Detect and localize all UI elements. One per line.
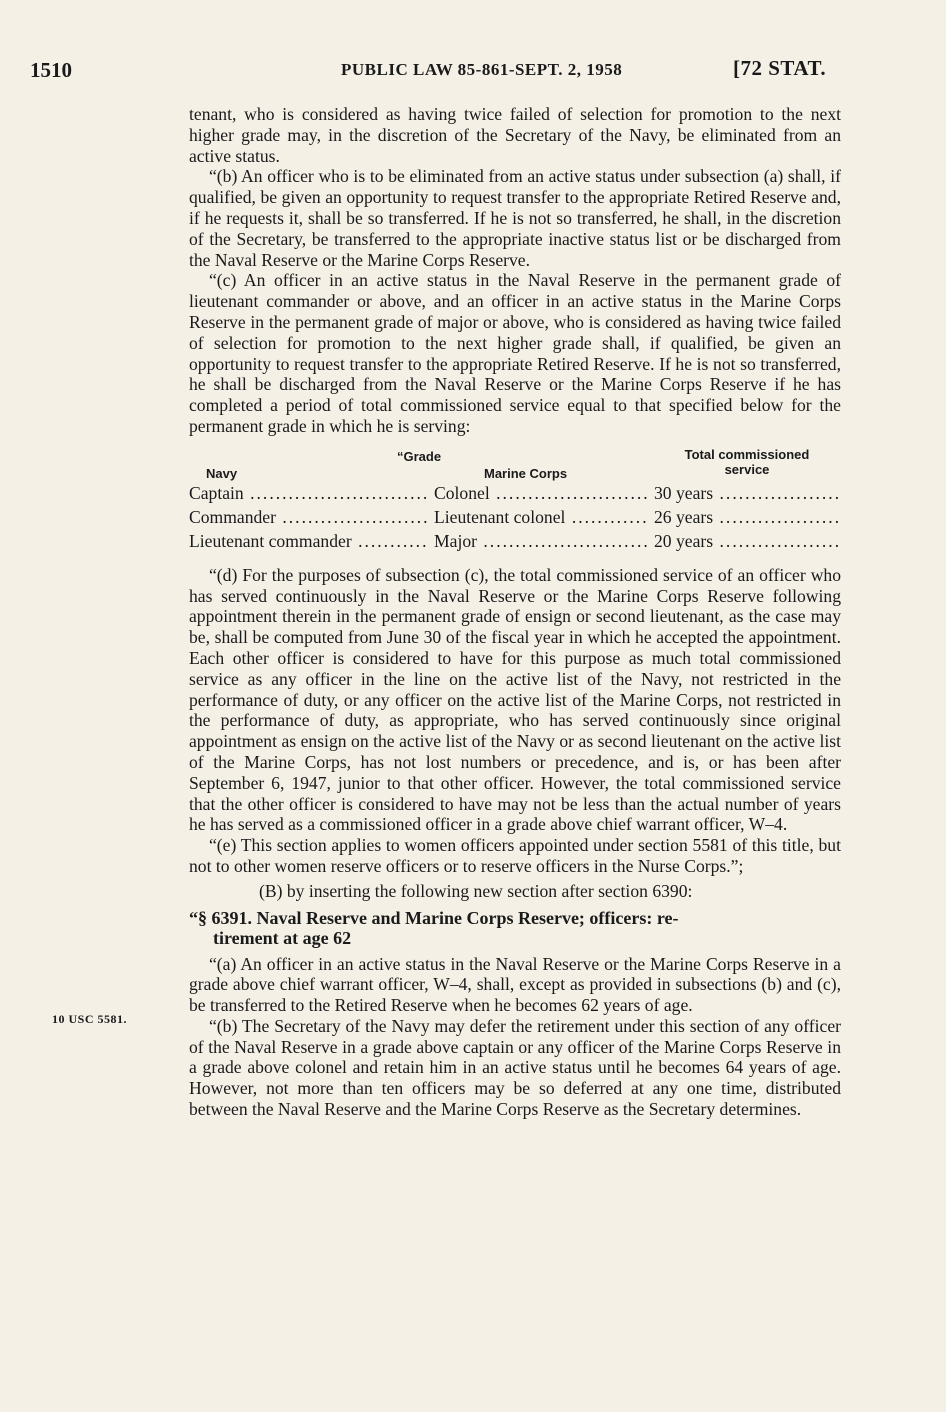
- paragraph-amendment-b: (B) by inserting the following new section after section 6390:: [259, 880, 693, 901]
- cell-marine-grade: Major .....: [434, 531, 649, 552]
- header-grade: “Grade: [397, 448, 442, 464]
- statute-reference: [72 STAT.: [733, 56, 827, 80]
- header-marine-corps: Marine Corps: [484, 465, 568, 481]
- paragraph-continuation: tenant, who is considered as having twice failed of selection for promotion to the next higher grade may, in the discretion of the Secretary of the Navy, be eliminated from an active status.: [189, 104, 841, 166]
- paragraph-6391-a: “(a) An officer in an active status in the Naval Reserve or the Marine Corps Reserve in a grade above chief warrant officer, W–4, shall, except as provided in subsections (b) and (c), be transferred to the Retired Reserve when he becomes 62 years of age.: [189, 953, 841, 1016]
- cell-marine-grade: Lieutenant colonel .....: [434, 507, 649, 528]
- cell-navy-grade: Commander .....: [189, 507, 429, 528]
- cell-navy-grade: Captain .....: [189, 483, 429, 504]
- table-row: [189, 507, 841, 531]
- header-total-line1: Total commissioned: [684, 446, 810, 462]
- running-title: PUBLIC LAW 85-861-SEPT. 2, 1958: [341, 60, 623, 79]
- paragraph-e: “(e) This section applies to women officers appointed under section 5581 of this title, but not to other women reserve officers or to reserve officers in the Nurse Corps.”;: [189, 835, 841, 876]
- header-navy: Navy: [206, 465, 238, 481]
- margin-note-usc: 10 USC 5581.: [52, 1012, 128, 1026]
- page-number: 1510: [30, 58, 72, 82]
- section-heading-line1: “§ 6391. Naval Reserve and Marine Corps Reserve; officers: re-: [189, 907, 679, 928]
- header-total-service: [653, 447, 841, 477]
- cell-years: 20 years .....: [654, 531, 841, 552]
- paragraph-c: “(c) An officer in an active status in the Naval Reserve in the permanent grade of lieutenant commander or above, and an officer in an active status in the Marine Corps Reserve in the permanent grade of major or above, who is considered as having twice failed of selection for promotion to the next higher grade shall, if qualified, be given an opportunity to request transfer to the appropriate Retired Reserve. If he is not so transferred, he shall be discharged from the Naval Reserve or the Marine Corps Reserve if he has completed a period of total commissioned service equal to that specified below for the permanent grade in which he is serving:: [189, 270, 841, 436]
- table-row: [189, 531, 841, 555]
- cell-marine-grade: Colonel .....: [434, 483, 649, 504]
- paragraph-b: “(b) An officer who is to be eliminated from an active status under subsection (a) shall, if qualified, be given an opportunity to request transfer to the appropriate Retired Reserve and, if he requests it, shall be so transferred. If he is not so transferred, he shall, in the discretion of the Secretary, be transferred to the appropriate inactive status list or be discharged from the Naval Reserve or the Marine Corps Reserve.: [189, 166, 841, 270]
- table-row: [189, 483, 841, 507]
- paragraph-d: “(d) For the purposes of subsection (c), the total commissioned service of an officer who has served continuously in the Naval Reserve or the Marine Corps Reserve following appointment therein in the permanent grade of ensign or second lieutenant, as the case may be, shall be computed from June 30 of the fiscal year in which he accepted the appointment. Each other officer is considered to have for this purpose as much total commissioned service as any officer in the line on the active list of the Navy, not restricted in the performance of duty, or any officer on the active list of the Marine Corps, not restricted in the performance of duty, as appropriate, who has served continuously since original appointment as ensign on the active list of the Navy or as second lieutenant on the active list of the Marine Corps, has not lost numbers or precedence, and is, or has been after September 6, 1947, junior to that other officer. However, the total commissioned service that the other officer is considered to have may not be less than the actual number of years he has served as a commissioned officer in a grade above chief warrant officer, W–4.: [189, 564, 841, 835]
- section-heading-line2: tirement at age 62: [213, 927, 352, 948]
- service-table: [189, 447, 841, 555]
- cell-navy-grade: Lieutenant commander .....: [189, 531, 429, 552]
- section-heading: [189, 908, 841, 948]
- header-total-line2: service: [724, 461, 770, 477]
- table-header: [189, 447, 841, 483]
- paragraph-6391-b: “(b) The Secretary of the Navy may defer the retirement under this section of any officer of the Naval Reserve in a grade above captain or any officer of the Marine Corps Reserve in a grade above colonel and retain him in an active status until he becomes 64 years of age. However, not more than ten officers may be so deferred at any one time, distributed between the Naval Reserve and the Marine Corps Reserve as the Secretary determines.: [189, 1015, 841, 1120]
- document-body: [189, 104, 841, 1120]
- page-header: [0, 58, 946, 88]
- cell-years: 30 years .....: [654, 483, 841, 504]
- cell-years: 26 years .....: [654, 507, 841, 528]
